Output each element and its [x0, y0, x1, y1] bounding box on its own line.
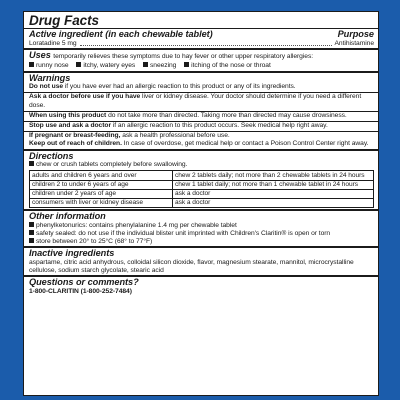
uses-item: runny nose — [29, 62, 69, 69]
table-cell: children under 2 years of age — [30, 189, 173, 198]
active-ingredient-header — [24, 28, 378, 40]
warning-keep-out: Keep out of reach of children. In case of overdose, get medical help or contact a Poison Control Center right away. — [29, 140, 369, 148]
table-cell: ask a doctor — [173, 189, 374, 198]
drug-facts-panel — [23, 11, 379, 396]
warning-stop-use: Stop use and ask a doctor if an allergic reaction to this product occurs. Seek medical help right away. — [29, 122, 328, 129]
table-cell: adults and children 6 years and over — [30, 171, 173, 180]
bullet-icon — [29, 238, 34, 243]
inactive-ingredients-heading: Inactive ingredients — [24, 246, 378, 259]
active-ingredient-row — [24, 40, 378, 48]
warning-do-not-use: Do not use if you have ever had an allergic reaction to this product or any of its ingredients. — [29, 83, 296, 91]
uses-list — [24, 62, 378, 70]
bullet-icon — [29, 161, 34, 166]
bullet-icon — [143, 62, 148, 67]
phone-number: 1-800-CLARITIN (1-800-252-7484) — [29, 287, 132, 295]
table-row — [30, 180, 374, 189]
other-info-item: safety sealed: do not use if the individual blister unit imprinted with Children's Claritin® is open or torn — [24, 230, 378, 238]
table-cell: children 2 to under 6 years of age — [30, 180, 173, 189]
directions-heading: Directions — [24, 149, 378, 162]
uses-section — [24, 48, 378, 63]
uses-item: itching of the nose or throat — [184, 62, 271, 69]
active-ingredient-heading: Active ingredient (in each chewable tablet) — [29, 29, 213, 39]
uses-item: itchy, watery eyes — [76, 62, 135, 69]
other-info-item: phenylketonurics: contains phenylalanine 1.4 mg per chewable tablet — [24, 222, 378, 230]
uses-intro: temporarily relieves these symptoms due to hay fever or other upper respiratory allergies: — [53, 52, 314, 60]
directions-intro: chew or crush tablets completely before swallowing. — [24, 161, 378, 169]
bullet-icon — [76, 62, 81, 67]
warning-pregnant: If pregnant or breast-feeding, ask a health professional before use. — [29, 132, 230, 140]
bullet-icon — [184, 62, 189, 67]
table-cell: ask a doctor — [173, 198, 374, 207]
warnings-heading: Warnings — [24, 71, 378, 84]
panel-title: Drug Facts — [29, 13, 100, 28]
table-row — [30, 189, 374, 198]
active-ingredient-name: Loratadine 5 mg — [29, 39, 77, 47]
bullet-icon — [29, 230, 34, 235]
table-row — [30, 171, 374, 180]
table-row — [30, 198, 374, 207]
questions-heading: Questions or comments? — [24, 275, 378, 288]
warning-ask-doctor: Ask a doctor before use if you have liver or kidney disease. Your doctor should determine if you need a different dose. — [29, 93, 362, 109]
other-information-heading: Other information — [24, 209, 378, 222]
inactive-ingredients-text: aspartame, citric acid anhydrous, colloidal silicon dioxide, flavor, magnesium stearate, mannitol, microcrystalline cellulose, sodium starch glycolate, stearic acid — [29, 258, 354, 275]
directions-table — [29, 170, 374, 208]
purpose-heading: Purpose — [337, 29, 374, 39]
warning-when-using: When using this product do not take more than directed. Taking more than directed may cause drowsiness. — [29, 111, 347, 119]
table-cell: chew 2 tablets daily; not more than 2 chewable tablets in 24 hours — [173, 171, 374, 180]
uses-item: sneezing — [143, 62, 176, 69]
active-ingredient-purpose: Antihistamine — [334, 39, 374, 47]
table-cell: chew 1 tablet daily; not more than 1 chewable tablet in 24 hours — [173, 180, 374, 189]
bullet-icon — [29, 222, 34, 227]
dotted-leader — [80, 45, 332, 46]
other-info-item: store between 20° to 25°C (68° to 77°F) — [24, 238, 378, 246]
uses-heading: Uses — [29, 49, 51, 60]
table-cell: consumers with liver or kidney disease — [30, 198, 173, 207]
bullet-icon — [29, 62, 34, 67]
